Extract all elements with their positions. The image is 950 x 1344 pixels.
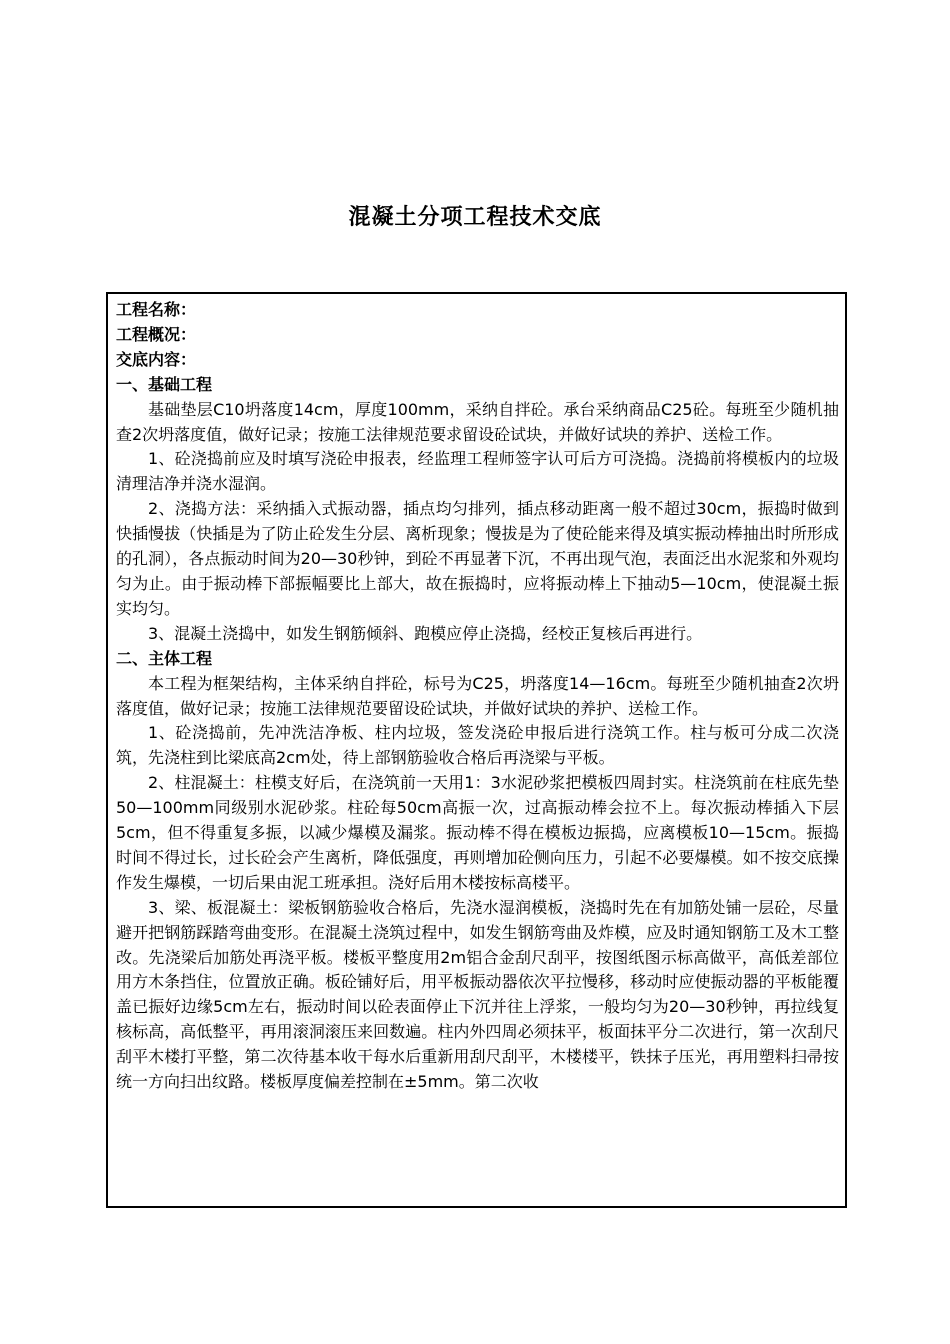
disclosure-content-box — [106, 292, 847, 1208]
paragraph: 1、砼浇捣前应及时填写浇砼申报表，经监理工程师签字认可后方可浇捣。浇捣前将模板内的垃圾清理洁净并浇水湿润。 — [116, 449, 839, 494]
paragraph: 2、浇捣方法：采纳插入式振动器，插点均匀排列，插点移动距离一般不超过30cm，振捣时做到快插慢拔（快插是为了防止砼发生分层、离析现象；慢拔是为了使砼能来得及填实振动棒抽出时所形成的孔洞），各点振动时间为20—30秒钟，到砼不再显著下沉，不再出现气泡，表面泛出水泥浆和外观均匀为止。由于振动棒下部振幅要比上部大，故在振捣时，应将振动棒上下抽动5—10cm，使混凝土振实均匀。 — [116, 499, 839, 618]
project-overview-label: 工程概况： — [116, 324, 197, 344]
section-heading-foundation: 一、基础工程 — [116, 374, 213, 394]
paragraph: 基础垫层C10坍落度14cm，厚度100mm，采纳自拌砼。承台采纳商品C25砼。每班至少随机抽查2次坍落度值，做好记录；按施工法律规范要求留设砼试块，并做好试块的养护、送检工作。 — [116, 399, 839, 444]
paragraph: 本工程为框架结构，主体采纳自拌砼，标号为C25，坍落度14—16cm。每班至少随机抽查2次坍落度值，做好记录；按施工法律规范要留设砼试块，并做好试块的养护、送检工作。 — [116, 673, 839, 718]
disclosure-content-label: 交底内容： — [116, 349, 197, 369]
paragraph: 2、柱混凝土：柱模支好后，在浇筑前一天用1：3水泥砂浆把模板四周封实。柱浇筑前在柱底先垫50—100mm同级别水泥砂浆。柱砼每50cm高振一次，过高振动棒会拉不上。每次振动棒插入下层5cm，但不得重复多振，以减少爆模及漏浆。振动棒不得在模板边振捣，应离模板10—15cm。振捣时间不得过长，过长砼会产生离析，降低强度，再则增加砼侧向压力，引起不必要爆模。如不按交底操作发生爆模，一切后果由泥工班承担。浇好后用木楼按标高楼平。 — [116, 773, 839, 892]
paragraph: 3、混凝土浇捣中，如发生钢筋倾斜、跑模应停止浇捣，经校正复核后再进行。 — [148, 623, 703, 643]
project-name-label: 工程名称： — [116, 300, 197, 319]
paragraph: 1、砼浇捣前，先冲洗洁净板、柱内垃圾，签发浇砼申报后进行浇筑工作。柱与板可分成二次浇筑，先浇柱到比梁底高2cm处，待上部钢筋验收合格后再浇梁与平板。 — [116, 723, 839, 768]
document-title: 混凝土分项工程技术交底 — [348, 205, 602, 230]
paragraph: 3、梁、板混凝土：梁板钢筋验收合格后，先浇水湿润模板，浇捣时先在有加筋处铺一层砼，尽量避开把钢筋踩踏弯曲变形。在混凝土浇筑过程中，如发生钢筋弯曲及炸模，应及时通知钢筋工及木工整改。先浇梁后加筋处再浇平板。楼板平整度用2m铝合金刮尺刮平，按图纸图示标高做平，高低差部位用方木条挡住，位置放正确。板砼铺好后，用平板振动器依次平拉慢移，移动时应使振动器的平板能覆盖已振好边缘5cm左右，振动时间以砼表面停止下沉并往上浮浆，一般均匀为20—30秒钟，再拉线复核标高，高低整平，再用滚洞滚压来回数遍。柱内外四周必须抹平，板面抹平分二次进行，第一次刮尺刮平木楼打平整，第二次待基本收干每水后重新用刮尺刮平，木楼楼平，铁抹子压光，再用塑料扫帚按统一方向扫出纹路。楼板厚度偏差控制在±5mm。第二次收 — [116, 897, 839, 1092]
section-heading-main-structure: 二、主体工程 — [116, 648, 213, 668]
